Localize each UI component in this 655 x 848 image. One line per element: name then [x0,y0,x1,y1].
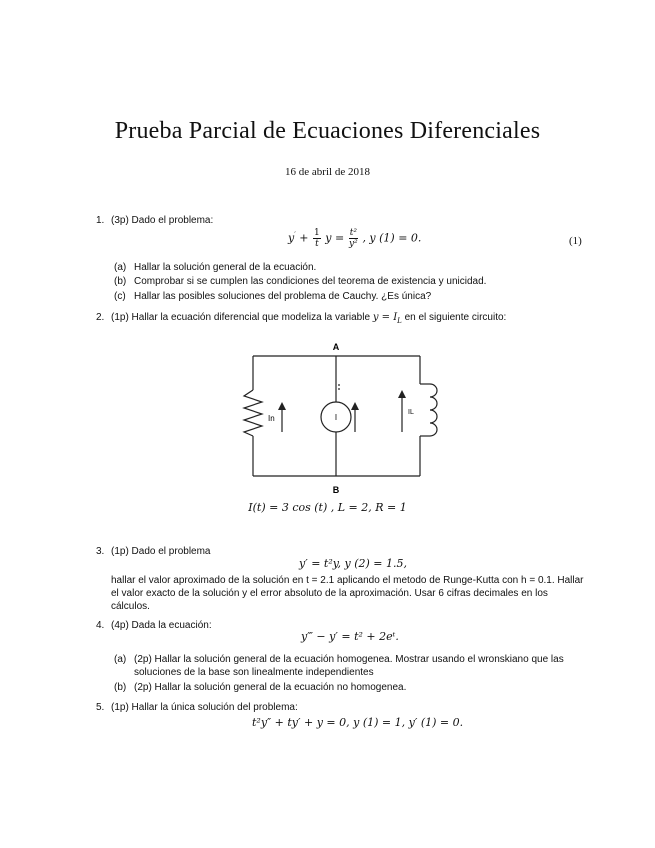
problem-2-intro: (1p) Hallar la ecuación diferencial que modeliza la variable $y = I_L$ en el siguiente circuito: [111,312,507,325]
problem-5-intro: (1p) Hallar la única solución del problema: [111,702,298,713]
eq1-plus: + [295,231,313,245]
problem-3-body: hallar el valor aproximado de la solución en t = 2.1 aplicando el metodo de Runge-Kutta con h = 0.1. Hallar el valor exacto de la solución y el error absoluto de la aproximación. Usar 6 cifras decimales en los cálculos. [111,575,584,612]
problem-3-equation: y′ = t²y, y (2) = 1.5, [299,557,407,570]
exam-date: 16 de abril de 2018 [285,166,370,178]
problem-1-part-a-label: (a) [114,262,127,273]
page-title: Prueba Parcial de Ecuaciones Diferenciales [114,118,541,144]
problem-5-number: 5. [96,702,105,713]
problem-1-part-b-label: (b) [114,276,127,287]
node-a-label: A [332,342,340,352]
problem-1-equation: y′ + $\frac{1}{t}$ y = $\frac{\text{t²}}{\text{y²}}$ , y (1) = 0. [288,228,422,249]
eq1-fraction-2: $\frac{\text{t²}}{\text{y²}}$ [348,228,358,249]
problem-2-variable: y = I [372,312,398,323]
problem-3-intro: (1p) Dado el problema [111,546,211,557]
problem-4-intro: (4p) Dada la ecuación: [111,620,212,631]
problem-1-number: 1. [96,215,105,226]
problem-4-part-b: (2p) Hallar la solución general de la ecuación no homogenea. [134,682,407,693]
problem-4-part-a-label: (a) [114,654,127,665]
problem-1-intro: (3p) Dado el problema: [111,215,214,226]
eq1-y: y [288,231,295,245]
problem-1-part-c: Hallar las posibles soluciones del problema de Cauchy. ¿Es única? [134,291,432,302]
current-in-label: In [268,414,275,423]
problem-3-number: 3. [96,546,105,557]
resistor-icon [244,390,262,436]
circuit-diagram [230,340,450,500]
problem-4-part-b-label: (b) [114,682,127,693]
problem-4-number: 4. [96,620,105,631]
eq1-fraction-1: $\frac{1}{t}$ [314,228,320,249]
node-b-label: B [332,485,340,495]
current-l-label: IL [408,409,414,416]
current-source-label: I [334,413,338,422]
equation-number: (1) [569,235,582,247]
problem-4-part-a: (2p) Hallar la solución general de la ecuación homogenea. Mostrar usando el wronskiano que las soluciones de la base son linealmente independientes [134,654,564,678]
eq1-tail: , y (1) = 0. [362,231,422,245]
problem-1-part-b: Comprobar si se cumplen las condiciones del teorema de existencia y unicidad. [134,276,487,287]
problem-2-number: 2. [96,312,105,323]
problem-5-equation: t²y″ + ty′ + y = 0, y (1) = 1, y′ (1) = 0. [252,716,464,729]
problem-1-part-c-label: (c) [114,291,126,302]
eq1-mid: y = [325,231,348,245]
problem-4-equation: y‴ − y′ = t² + 2eᵗ. [301,630,399,643]
problem-1-part-a: Hallar la solución general de la ecuación. [134,262,317,273]
inductor-icon [430,384,437,436]
circuit-caption: I(t) = 3 cos (t) , L = 2, R = 1 [248,501,407,514]
